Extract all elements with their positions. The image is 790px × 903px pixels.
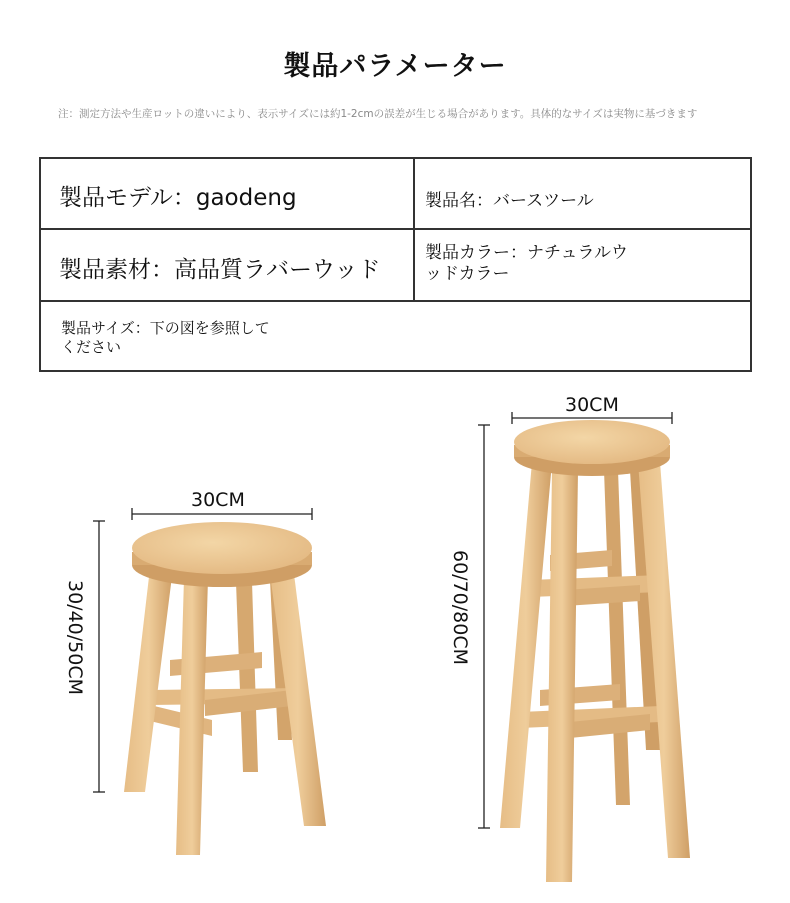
left-height-dimension xyxy=(93,521,105,792)
measurement-note: 注：測定方法や生産ロットの違いにより、表示サイズには約1-2cmの誤差が生じる場合があります。具体的なサイズは実物に基づきます xyxy=(58,108,698,120)
product-model: 製品モデル：gaodeng xyxy=(59,185,297,211)
left-width-label: 30CM xyxy=(191,489,245,511)
product-size-line: 製品サイズ：下の図を参照して xyxy=(61,319,270,337)
product-color-line: 製品カラー：ナチュラルウ xyxy=(425,243,628,263)
right-width-label: 30CM xyxy=(565,394,619,416)
product-size-line: ください xyxy=(61,338,122,356)
right-height-dimension xyxy=(478,425,490,828)
product-color-line: ッドカラー xyxy=(425,264,510,284)
left-height-label: 30/40/50CM xyxy=(64,580,86,695)
page-title: 製品パラメーター xyxy=(283,51,507,82)
right-height-label: 60/70/80CM xyxy=(449,550,471,665)
right-stool xyxy=(500,420,690,882)
left-stool xyxy=(124,522,326,855)
product-name: 製品名：バースツール xyxy=(425,191,594,211)
product-material: 製品素材：高品質ラバーウッド xyxy=(59,257,381,283)
